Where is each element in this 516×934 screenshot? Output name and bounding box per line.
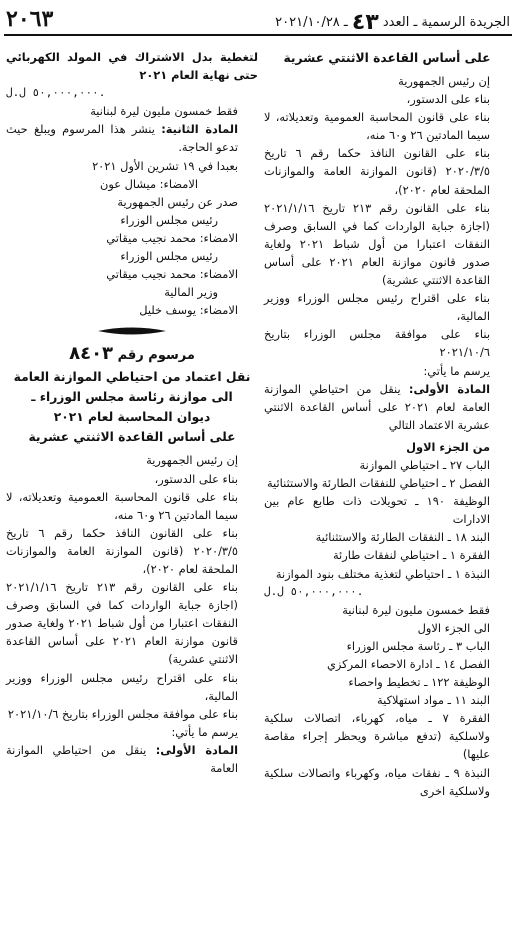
issued-by: صدر عن رئيس الجمهورية	[117, 194, 238, 209]
preamble-line: إن رئيس الجمهورية	[146, 453, 238, 468]
pm-signature: الامضاء: محمد نجيب ميقاتي	[106, 230, 238, 245]
preamble-line: بناء على الدستور،	[154, 471, 238, 486]
right-column	[264, 48, 510, 800]
article-1	[264, 380, 510, 434]
pm-signature: الامضاء: محمد نجيب ميقاتي	[106, 267, 238, 282]
budget-item: الوظيفة ١٢٢ ـ تخطيط واحصاء	[348, 675, 490, 690]
preamble-line: يرسم ما يأتي:	[423, 363, 490, 378]
issue-date: ـ ٢٠٢١/١٠/٢٨	[275, 15, 348, 30]
preamble-line: بناء على القانون رقم ٢١٣ تاريخ ٢٠٢١/١/١٦ (اجازة جباية الواردات كما في السابق وصرف النفقات اعتبارا من أول شباط ٢٠٢١ ولغاية صدور قانون موازنة العام ٢٠٢١ على أساس القاعدة الاثنتي عشرية)	[6, 580, 239, 667]
date-line: بعبدا في ١٩ تشرين الأول ٢٠٢١	[92, 158, 238, 173]
pm-title: رئيس مجلس الوزراء	[120, 249, 218, 264]
decree-title-line: ديوان المحاسبة لعام ٢٠٢١	[53, 410, 211, 425]
preamble-line: بناء على موافقة مجلس الوزراء بتاريخ ٢٠٢١/١٠/٦	[264, 327, 490, 360]
budget-item: الفقرة ١ ـ احتياطي لنفقات طارئة	[332, 548, 490, 563]
from-heading: من الجزء الاول	[406, 439, 490, 454]
header-rule	[4, 34, 512, 36]
article-2	[6, 120, 258, 156]
finance-signature: الامضاء: يوسف خليل	[139, 303, 238, 318]
article-2-text: ينشر هذا المرسوم ويبلغ حيث تدعو الحاجة.	[6, 122, 238, 155]
budget-item: النبذة ١ ـ احتياطي لتغذية مختلف بنود الموازنة	[275, 566, 490, 581]
preamble-line: بناء على اقتراح رئيس مجلس الوزراء ووزير المالية،	[264, 291, 490, 324]
president-signature: الامضاء: ميشال عون	[99, 176, 198, 191]
gazette-title: الجريدة الرسمية ـ العدد	[382, 15, 510, 30]
decree-title-line: الى موازنة رئاسة مجلس الوزراء ـ	[31, 390, 233, 405]
amount-words: فقط خمسون مليون ليرة لبنانية	[90, 104, 238, 119]
preamble-line: بناء على القانون رقم ٢١٣ تاريخ ٢٠٢١/١/١٦ (اجازة جباية الواردات كما في السابق وصرف النفقات اعتبارا من أول شباط ٢٠٢١ ولغاية صدور قانون موازنة العام ٢٠٢١ على أساس القاعدة الاثنتي عشرية)	[264, 200, 491, 288]
section-divider	[6, 321, 258, 343]
decree-title-tail: على أساس القاعدة الاثنتي عشرية	[283, 51, 491, 65]
gazette-issue-line	[275, 10, 510, 35]
budget-item: الباب ٣ ـ رئاسة مجلس الوزراء	[346, 638, 490, 653]
decree-number: ٨٤٠٣	[69, 343, 114, 365]
article-1-label: المادة الأولى:	[155, 742, 238, 757]
article-1-text: ينقل من احتياطي الموازنة العامة	[6, 742, 238, 775]
amount-words: فقط خمسون مليون ليرة لبنانية	[342, 602, 490, 617]
budget-item: النبذة ٩ ـ نفقات مياه، وكهرباء واتصالات سلكية ولاسلكية اخرى	[264, 765, 490, 798]
budget-item: الفصل ٢ ـ احتياطي للنفقات الطارئة والاستثنائية	[266, 476, 490, 491]
preamble-line: بناء على الدستور،	[406, 92, 490, 107]
budget-item: الفصل ١٤ ـ ادارة الاحصاء المركزي	[326, 657, 490, 671]
pm-title: رئيس مجلس الوزراء	[120, 212, 218, 227]
finance-minister-title: وزير المالية	[164, 285, 218, 300]
issue-number: ٤٣	[351, 10, 379, 35]
budget-item: البند ١١ ـ مواد استهلاكية	[377, 693, 490, 708]
decree-label: مرسوم رقم	[117, 348, 195, 364]
decree-title-line: نقل اعتماد من احتياطي الموازنة العامة	[13, 370, 251, 385]
budget-item: الفقرة ٧ ـ مياه، كهرباء، اتصالات سلكية ولاسلكية (تدفع مباشرة ويحظر إجراء مقاصة عليها)	[264, 711, 490, 762]
page-number: ٢٠٦٣	[6, 6, 54, 32]
budget-item: الوظيفة ١٩٠ ـ تحويلات ذات طابع عام بين الادارات	[264, 494, 490, 527]
allocation-purpose: لتغطية بدل الاشتراك في المولد الكهربائي حتى نهاية العام ٢٠٢١	[6, 50, 258, 83]
preamble-line: بناء على قانون المحاسبة العمومية وتعديلاته، لا سيما المادتين ٢٦ و٦٠ منه،	[264, 110, 490, 143]
decree-heading	[6, 343, 258, 367]
article-1-label: المادة الأولى:	[408, 381, 490, 396]
preamble-line: بناء على موافقة مجلس الوزراء بتاريخ ٢٠٢١/١٠/٦	[7, 706, 238, 721]
ornament-divider	[98, 326, 166, 336]
decree-title-line: على أساس القاعدة الاثنتي عشرية	[28, 430, 236, 445]
budget-item: الباب ٢٧ ـ احتياطي الموازنة	[359, 457, 490, 472]
article-1	[6, 741, 258, 777]
preamble-line: بناء على القانون النافذ حكما رقم ٦ تاريخ ٢٠٢٠/٣/٥ (قانون الموازنة العامة والموازنات الملحقة لعام ٢٠٢٠)،	[264, 146, 491, 197]
left-column	[6, 48, 258, 777]
preamble-line: بناء على اقتراح رئيس مجلس الوزراء ووزير المالية،	[6, 670, 238, 703]
preamble-line: بناء على قانون المحاسبة العمومية وتعديلاته، لا سيما المادتين ٢٦ و٦٠ منه،	[6, 489, 238, 522]
article-2-label: المادة الثانية:	[161, 122, 238, 137]
budget-item: البند ١٨ ـ النفقات الطارئة والاستثنائية	[315, 530, 490, 545]
preamble-line: يرسم ما يأتي:	[171, 724, 238, 739]
article-1-text: ينقل من احتياطي الموازنة العامة لعام ٢٠٢١ على أساس القاعدة الاثنتي عشرية الاعتماد التالي	[264, 381, 490, 432]
preamble-line: بناء على القانون النافذ حكما رقم ٦ تاريخ ٢٠٢٠/٣/٥ (قانون الموازنة العامة والموازنات الملحقة لعام ٢٠٢٠)،	[6, 525, 238, 576]
page-header	[0, 0, 516, 34]
to-heading: الى الجزء الاول	[417, 620, 490, 635]
preamble-line: إن رئيس الجمهورية	[398, 74, 490, 88]
amount: ٥٠,٠٠٠,٠٠٠ ل.ل.	[6, 86, 106, 100]
amount: ٥٠,٠٠٠,٠٠٠ ل.ل.	[264, 584, 364, 598]
